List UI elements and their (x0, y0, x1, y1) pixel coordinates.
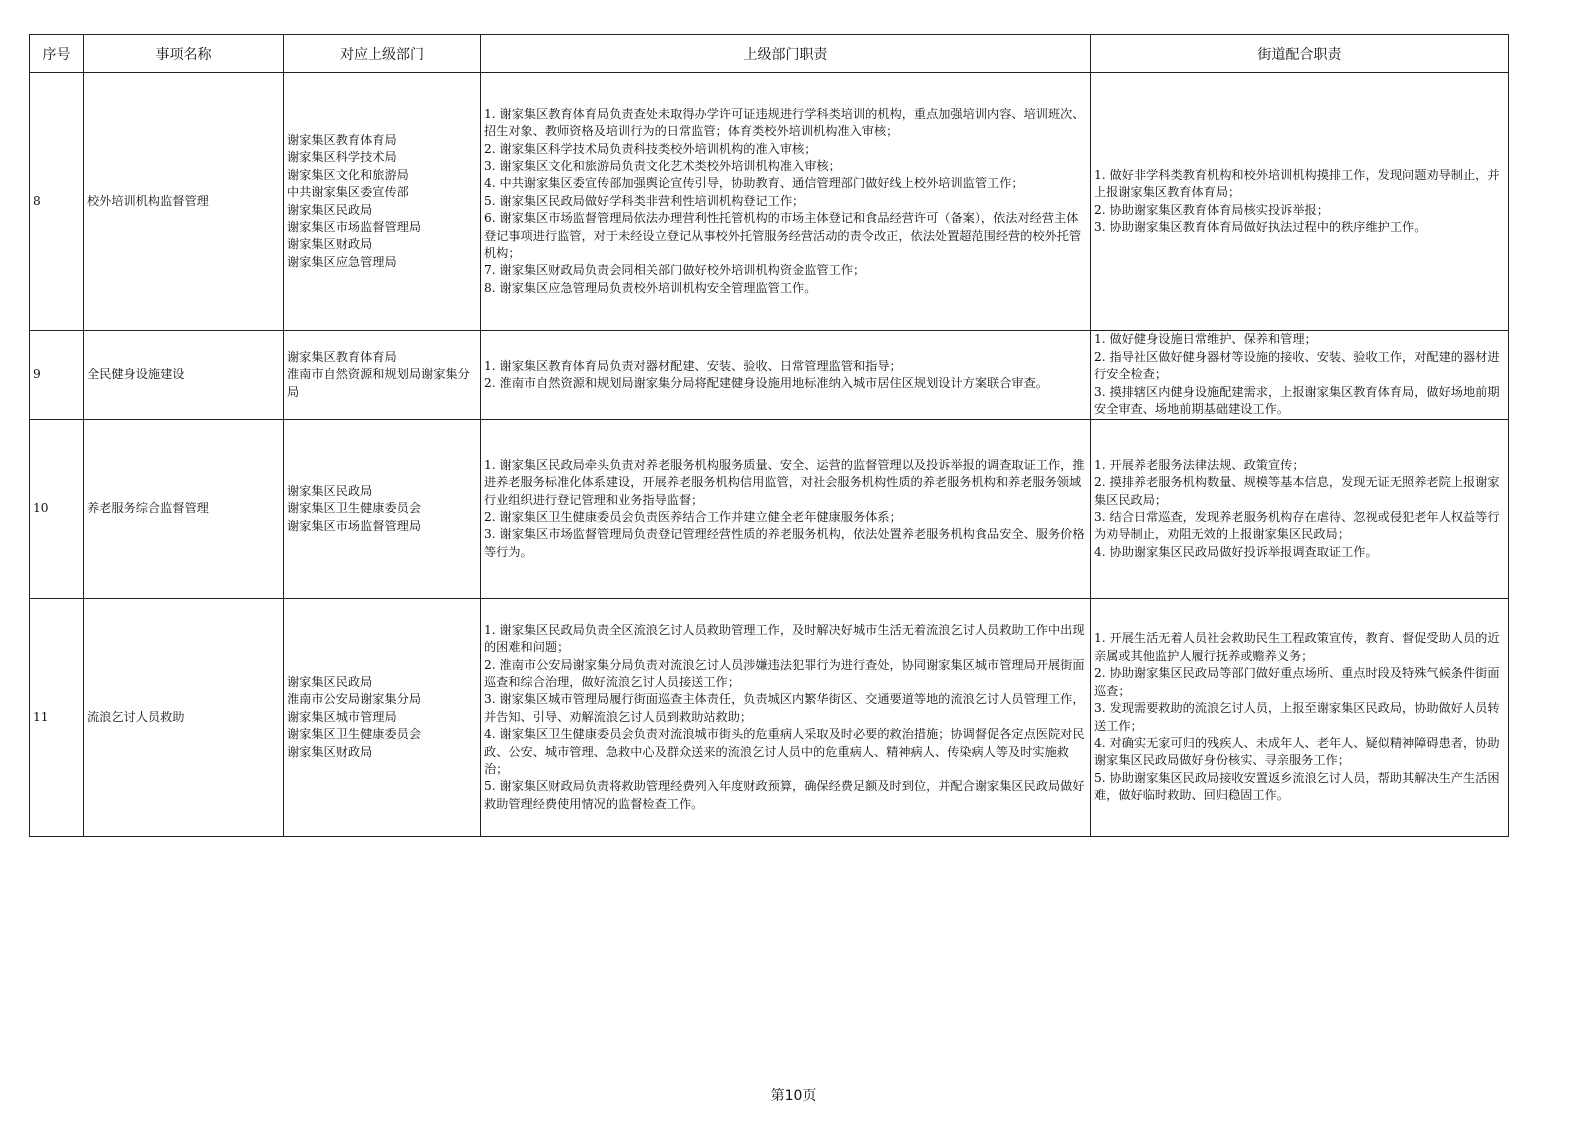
department-line: 淮南市自然资源和规划局谢家集分局 (287, 367, 470, 399)
duty-line: 2. 协助谢家集区教育体育局核实投诉举报； (1094, 202, 1329, 217)
duty-line: 2. 指导社区做好健身器材等设施的接收、安装、验收工作，对配建的器材进行安全检查； (1094, 349, 1500, 382)
duty-line: 1. 谢家集区民政局牵头负责对养老服务机构服务质量、安全、运营的监督管理以及投诉举报的调查取证工作，推进养老服务标准化体系建设，开展养老服务机构信用监管，对社会服务机构性质的养老服务机构和养老服务领域行业组织进行登记管理和业务指导监督； (484, 457, 1085, 507)
duty-line: 2. 淮南市公安局谢家集分局负责对流浪乞讨人员涉嫌违法犯罪行为进行查处，协同谢家集区城市管理局开展街面巡查和综合治理，做好流浪乞讨人员接送工作； (484, 657, 1085, 689)
responsibility-table (29, 34, 1509, 837)
duty-line: 3. 谢家集区文化和旅游局负责文化艺术类校外培训机构准入审核； (484, 158, 841, 173)
duty-line: 3. 协助谢家集区教育体育局做好执法过程中的秩序维护工作。 (1094, 219, 1427, 234)
row-item-name: 养老服务综合监督管理 (84, 420, 284, 599)
duty-line: 1. 做好健身设施日常维护、保养和管理； (1094, 332, 1317, 347)
duty-line: 4. 对确实无家可归的残疾人、未成年人、老年人、疑似精神障碍患者，协助谢家集区民政局做好身份核实、寻亲服务工作； (1094, 735, 1500, 768)
duty-line: 4. 中共谢家集区委宣传部加强舆论宣传引导，协助教育、通信管理部门做好线上校外培训监管工作； (484, 176, 1024, 191)
department-line: 谢家集区财政局 (287, 237, 373, 252)
department-line: 谢家集区应急管理局 (287, 254, 397, 269)
row-index: 9 (30, 331, 84, 420)
table-row (30, 331, 1509, 420)
row-item-name: 全民健身设施建设 (84, 331, 284, 420)
duty-line: 3. 发现需要救助的流浪乞讨人员，上报至谢家集区民政局，协助做好人员转送工作； (1094, 701, 1500, 733)
duty-line: 6. 谢家集区市场监督管理局依法办理营利性托管机构的市场主体登记和食品经营许可（备案），依法对经营主体登记事项进行监管，对于未经设立登记从事校外托管服务经营活动的责令改正，依法处置超范围经营的校外托管机构； (484, 211, 1082, 261)
duty-line: 3. 谢家集区市场监督管理局负责登记管理经营性质的养老服务机构，依法处置养老服务机构食品安全、服务价格等行为。 (484, 527, 1085, 559)
table-row (30, 420, 1509, 599)
department-line: 谢家集区财政局 (287, 744, 373, 759)
department-line: 谢家集区卫生健康委员会 (287, 501, 422, 516)
duty-line: 5. 谢家集区民政局做好学科类非营利性培训机构登记工作； (484, 193, 805, 208)
table-header (30, 35, 1509, 73)
duty-line: 1. 做好非学科类教育机构和校外培训机构摸排工作，发现问题劝导制止，并上报谢家集区教育体育局； (1094, 167, 1500, 200)
duty-line: 1. 谢家集区民政局负责全区流浪乞讨人员救助管理工作，及时解决好城市生活无着流浪乞讨人员救助工作中出现的困难和问题； (484, 622, 1085, 655)
duty-line: 2. 协助谢家集区民政局等部门做好重点场所、重点时段及特殊气候条件街面巡查； (1094, 666, 1500, 698)
row-superior-duties (481, 599, 1091, 837)
row-index: 11 (30, 599, 84, 837)
row-superior-duties (481, 73, 1091, 331)
duty-line: 2. 淮南市自然资源和规划局谢家集分局将配建健身设施用地标准纳入城市居住区规划设计方案联合审查。 (484, 376, 1048, 390)
header-street-duties: 街道配合职责 (1091, 35, 1509, 73)
duty-line: 4. 协助谢家集区民政局做好投诉举报调查取证工作。 (1094, 544, 1378, 559)
duty-line: 8. 谢家集区应急管理局负责校外培训机构安全管理监管工作。 (484, 280, 817, 295)
duty-line: 5. 谢家集区财政局负责将救助管理经费列入年度财政预算，确保经费足额及时到位，并配合谢家集区民政局做好救助管理经费使用情况的监督检查工作。 (484, 779, 1085, 811)
row-superior-duties (481, 420, 1091, 599)
duty-line: 1. 开展生活无着人员社会救助民生工程政策宣传，教育、督促受助人员的近亲属或其他监护人履行抚养或赡养义务； (1094, 631, 1500, 663)
department-line: 谢家集区教育体育局 (287, 132, 397, 147)
duty-line: 5. 协助谢家集区民政局接收安置返乡流浪乞讨人员，帮助其解决生产生活困难，做好临时救助、回归稳固工作。 (1094, 770, 1500, 803)
table-row (30, 73, 1509, 331)
duty-line: 4. 谢家集区卫生健康委员会负责对流浪城市街头的危重病人采取及时必要的救治措施；协调督促各定点医院对民政、公安、城市管理、急救中心及群众送来的流浪乞讨人员中的危重病人、精神病人、传染病人等及时实施救治； (484, 727, 1085, 777)
department-line: 谢家集区市场监督管理局 (287, 219, 422, 234)
header-index: 序号 (30, 35, 84, 73)
row-street-duties (1091, 73, 1509, 331)
department-line: 谢家集区民政局 (287, 483, 373, 498)
department-line: 谢家集区民政局 (287, 202, 373, 217)
duty-line: 7. 谢家集区财政局负责会同相关部门做好校外培训机构资金监管工作； (484, 263, 866, 278)
duty-line: 3. 结合日常巡查，发现养老服务机构存在虐待、忽视或侵犯老年人权益等行为劝导制止，劝阻无效的上报谢家集区民政局； (1094, 510, 1500, 542)
department-line: 谢家集区卫生健康委员会 (287, 727, 422, 742)
table-body (30, 73, 1509, 837)
department-line: 中共谢家集区委宣传部 (287, 185, 409, 200)
row-street-duties (1091, 331, 1509, 420)
table-row (30, 599, 1509, 837)
row-index: 8 (30, 73, 84, 331)
duty-line: 3. 摸排辖区内健身设施配建需求，上报谢家集区教育体育局，做好场地前期安全审查、场地前期基础建设工作。 (1094, 384, 1500, 417)
department-line: 谢家集区民政局 (287, 674, 373, 689)
row-street-duties (1091, 420, 1509, 599)
duty-line: 2. 谢家集区科学技术局负责科技类校外培训机构的准入审核； (484, 141, 817, 156)
department-line: 谢家集区城市管理局 (287, 709, 397, 724)
row-departments (284, 331, 481, 420)
duty-line: 1. 谢家集区教育体育局负责对器材配建、安装、验收、日常管理监管和指导； (484, 358, 902, 373)
row-departments (284, 420, 481, 599)
row-street-duties (1091, 599, 1509, 837)
duty-line: 2. 摸排养老服务机构数量、规模等基本信息，发现无证无照养老院上报谢家集区民政局； (1094, 475, 1500, 507)
duty-line: 3. 谢家集区城市管理局履行街面巡查主体责任，负责城区内繁华街区、交通要道等地的流浪乞讨人员管理工作，并告知、引导、劝解流浪乞讨人员到救助站救助； (484, 692, 1085, 724)
department-line: 淮南市公安局谢家集分局 (287, 692, 422, 707)
row-superior-duties (481, 331, 1091, 420)
header-superior-department: 对应上级部门 (284, 35, 481, 73)
duty-line: 2. 谢家集区卫生健康委员会负责医养结合工作并建立健全老年健康服务体系； (484, 510, 902, 524)
duty-line: 1. 谢家集区教育体育局负责查处未取得办学许可证违规进行学科类培训的机构，重点加强培训内容、培训班次、招生对象、教师资格及培训行为的日常监管；体育类校外培训机构准入审核； (484, 106, 1085, 139)
department-line: 谢家集区教育体育局 (287, 349, 397, 364)
row-index: 10 (30, 420, 84, 599)
row-item-name: 校外培训机构监督管理 (84, 73, 284, 331)
row-departments (284, 599, 481, 837)
row-item-name: 流浪乞讨人员救助 (84, 599, 284, 837)
row-departments (284, 73, 481, 331)
header-item-name: 事项名称 (84, 35, 284, 73)
department-line: 谢家集区科学技术局 (287, 150, 397, 165)
department-line: 谢家集区市场监督管理局 (287, 518, 422, 533)
page-number: 第10页 (770, 1088, 817, 1104)
department-line: 谢家集区文化和旅游局 (287, 167, 409, 182)
header-superior-duties: 上级部门职责 (481, 35, 1091, 73)
duty-line: 1. 开展养老服务法律法规、政策宣传； (1094, 457, 1305, 472)
